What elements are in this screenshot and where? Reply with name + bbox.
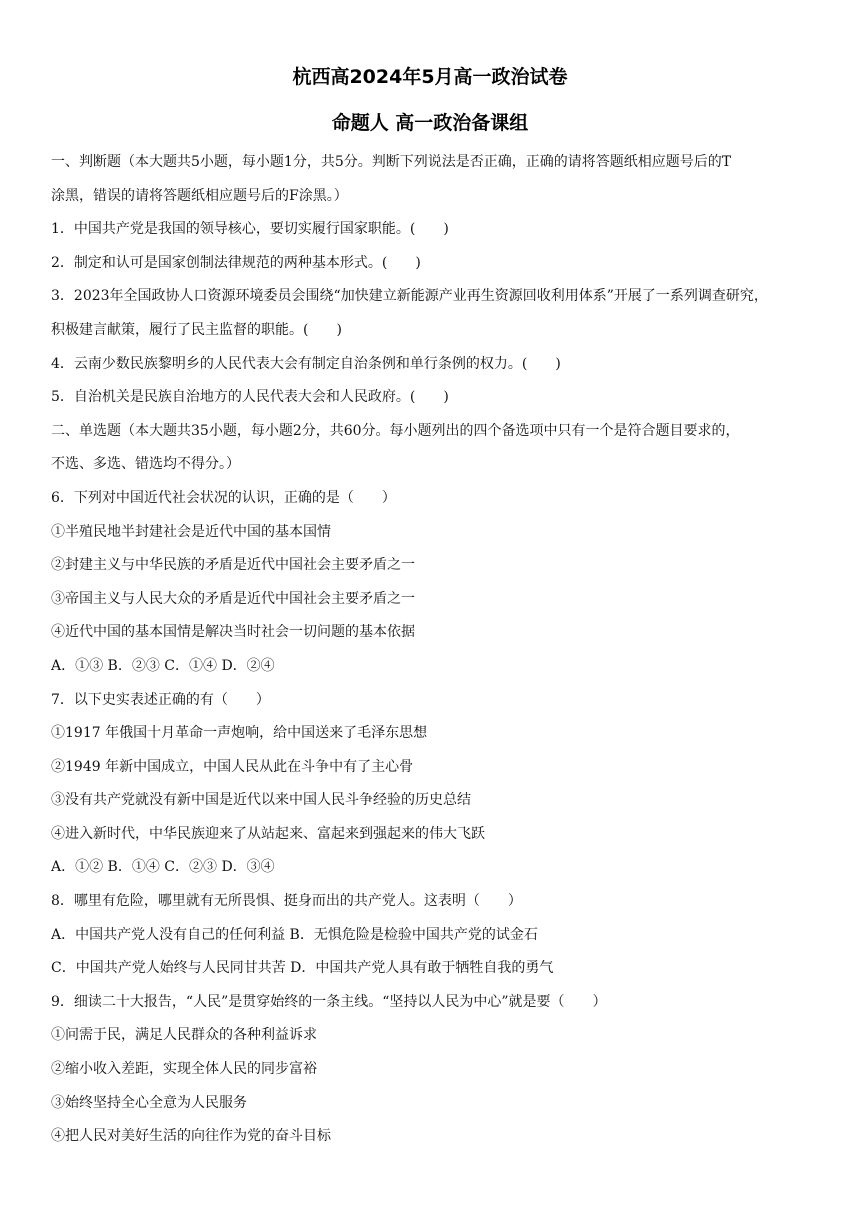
- question-8: 8．哪里有危险，哪里就有无所畏惧、挺身而出的共产党人。这表明（ ）: [51, 893, 522, 910]
- question-7-options: A．①② B．①④ C．②③ D．③④: [51, 859, 275, 876]
- exam-title: 杭西高2024年5月高一政治试卷: [292, 66, 568, 88]
- question-8-options-cd: C．中国共产党人始终与人民同甘共苦 D．中国共产党人具有敢于牺牲自我的勇气: [51, 960, 554, 977]
- question-7-item-1: ①1917 年俄国十月革命一声炮响，给中国送来了毛泽东思想: [51, 725, 428, 742]
- question-9-item-4: ④把人民对美好生活的向往作为党的奋斗目标: [51, 1128, 331, 1145]
- question-8-options-ab: A．中国共产党人没有自己的任何利益 B．无惧危险是检验中国共产党的试金石: [51, 926, 538, 943]
- question-3-cont: 积极建言献策，履行了民主监督的职能。( ): [51, 321, 342, 338]
- question-9: 9．细读二十大报告，“人民”是贯穿始终的一条主线。“坚持以人民为中心”就是要（ ）: [51, 993, 607, 1010]
- question-9-item-1: ①问需于民，满足人民群众的各种利益诉求: [51, 1027, 317, 1044]
- section-1-heading: 一、判断题（本大题共5小题，每小题1分，共5分。判断下列说法是否正确，正确的请将答题纸相应题号后的T: [51, 154, 732, 170]
- section-2-heading-cont: 不选、多选、错选均不得分。）: [51, 456, 240, 473]
- question-6-options: A．①③ B．②③ C．①④ D．②④: [51, 657, 275, 674]
- question-6-item-4: ④近代中国的基本国情是解决当时社会一切问题的基本依据: [51, 624, 415, 641]
- question-7-item-3: ③没有共产党就没有新中国是近代以来中国人民斗争经验的历史总结: [51, 792, 471, 809]
- question-1: 1．中国共产党是我国的领导核心，要切实履行国家职能。( ): [51, 221, 449, 238]
- question-2: 2．制定和认可是国家创制法律规范的两种基本形式。( ): [51, 254, 421, 271]
- exam-body: [51, 146, 811, 1154]
- section-1-heading-cont: 涂黑，错误的请将答题纸相应题号后的F涂黑。）: [51, 187, 348, 204]
- question-7: 7．以下史实表述正确的有（ ）: [51, 691, 270, 708]
- question-6-item-2: ②封建主义与中华民族的矛盾是近代中国社会主要矛盾之一: [51, 557, 415, 574]
- question-9-item-2: ②缩小收入差距，实现全体人民的同步富裕: [51, 1061, 317, 1078]
- question-3: 3．2023年全国政协人口资源环境委员会围绕“加快建立新能源产业再生资源回收利用体系”开展了一系列调查研究，: [51, 288, 768, 305]
- exam-subtitle: 命题人 高一政治备课组: [331, 112, 529, 134]
- question-4: 4．云南少数民族黎明乡的人民代表大会有制定自治条例和单行条例的权力。( ): [51, 355, 561, 372]
- section-2-heading: 二、单选题（本大题共35小题，每小题2分，共60分。每小题列出的四个备选项中只有一个是符合题目要求的，: [51, 422, 740, 439]
- question-5: 5．自治机关是民族自治地方的人民代表大会和人民政府。( ): [51, 389, 449, 406]
- question-6: 6．下列对中国近代社会状况的认识，正确的是（ ）: [51, 489, 396, 506]
- question-7-item-2: ②1949 年新中国成立，中国人民从此在斗争中有了主心骨: [51, 758, 414, 775]
- question-7-item-4: ④进入新时代，中华民族迎来了从站起来、富起来到强起来的伟大飞跃: [51, 825, 485, 842]
- question-6-item-3: ③帝国主义与人民大众的矛盾是近代中国社会主要矛盾之一: [51, 590, 415, 607]
- question-9-item-3: ③始终坚持全心全意为人民服务: [51, 1094, 247, 1111]
- question-6-item-1: ①半殖民地半封建社会是近代中国的基本国情: [51, 523, 331, 540]
